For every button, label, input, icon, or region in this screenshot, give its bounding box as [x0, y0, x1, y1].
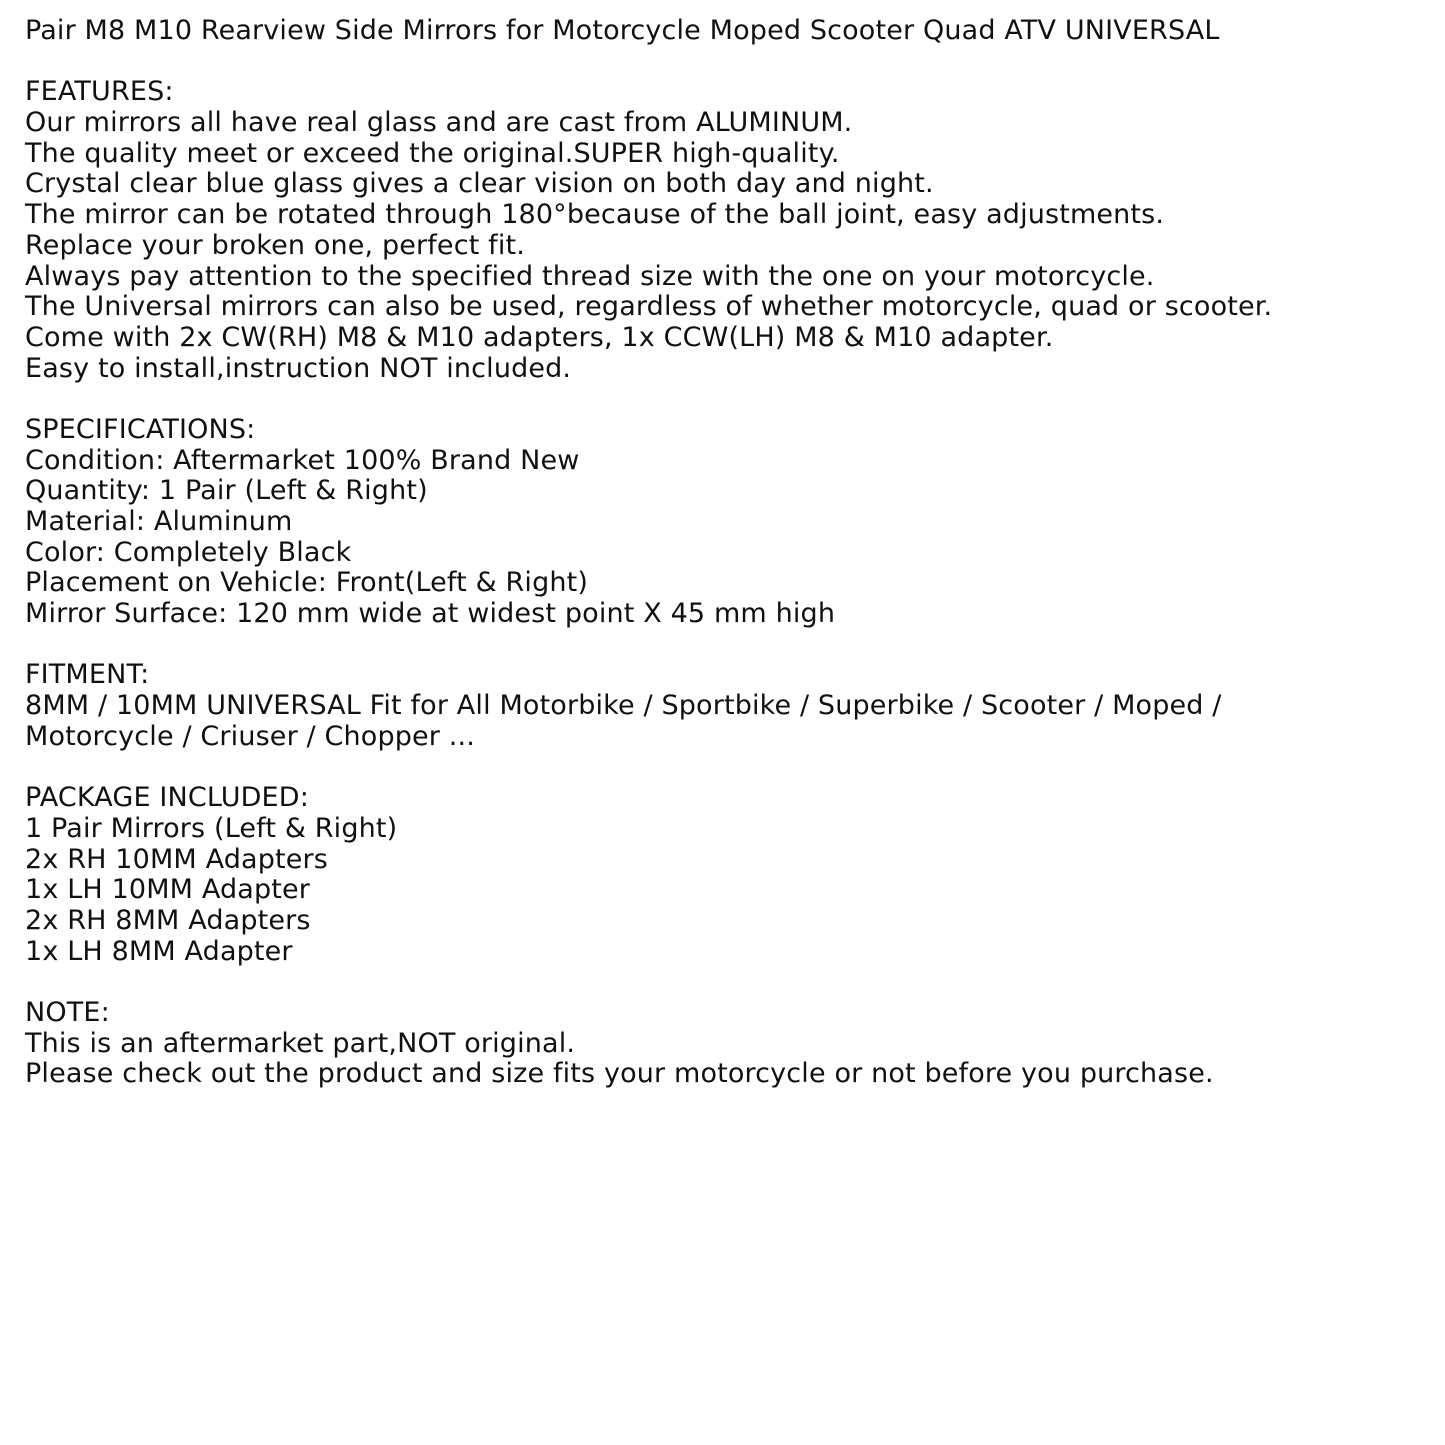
- package-heading: PACKAGE INCLUDED:: [25, 782, 309, 814]
- specifications-heading: SPECIFICATIONS:: [25, 413, 256, 445]
- features-heading: FEATURES:: [25, 76, 174, 108]
- spacer: [25, 47, 1425, 78]
- features-line: Our mirrors all have real glass and are cast from ALUMINUM.: [25, 107, 853, 139]
- package-line: 2x RH 10MM Adapters: [25, 843, 328, 875]
- package-line: 1x LH 10MM Adapter: [25, 874, 311, 906]
- fitment-line: 8MM / 10MM UNIVERSAL Fit for All Motorbike / Sportbike / Superbike / Scooter / Moped /: [25, 690, 1222, 722]
- package-line: 1x LH 8MM Adapter: [25, 935, 293, 967]
- product-description: [25, 16, 1425, 1090]
- product-title: Pair M8 M10 Rearview Side Mirrors for Motorcycle Moped Scooter Quad ATV UNIVERSAL: [25, 15, 1220, 46]
- features-line: Crystal clear blue glass gives a clear vision on both day and night.: [25, 168, 934, 200]
- note-heading: NOTE:: [25, 997, 110, 1028]
- spacer: [25, 967, 1425, 998]
- spacer: [25, 630, 1425, 661]
- specifications-line: Material: Aluminum: [25, 506, 293, 537]
- features-line: Replace your broken one, perfect fit.: [25, 229, 525, 261]
- note-line: Please check out the product and size fits your motorcycle or not before you purchase.: [25, 1058, 1214, 1090]
- features-line: The mirror can be rotated through 180°because of the ball joint, easy adjustments.: [25, 199, 1165, 231]
- specifications-line: Condition: Aftermarket 100% Brand New: [25, 444, 580, 476]
- features-line: Come with 2x CW(RH) M8 & M10 adapters, 1x CCW(LH) M8 & M10 adapter.: [25, 321, 1054, 353]
- features-line: The Universal mirrors can also be used, regardless of whether motorcycle, quad or scooter.: [25, 291, 1273, 323]
- features-line: Easy to install,instruction NOT included.: [25, 352, 572, 384]
- specifications-line: Color: Completely Black: [25, 536, 352, 568]
- features-line: The quality meet or exceed the original.SUPER high-quality.: [25, 137, 840, 169]
- package-line: 2x RH 8MM Adapters: [25, 904, 311, 936]
- fitment-line: Motorcycle / Criuser / Chopper ...: [25, 720, 475, 752]
- specifications-line: Mirror Surface: 120 mm wide at widest point X 45 mm high: [25, 598, 836, 630]
- fitment-heading: FITMENT:: [25, 659, 150, 691]
- spacer: [25, 753, 1425, 784]
- note-line: This is an aftermarket part,NOT original.: [25, 1027, 576, 1059]
- specifications-line: Quantity: 1 Pair (Left & Right): [25, 475, 428, 507]
- features-line: Always pay attention to the specified thread size with the one on your motorcycle.: [25, 260, 1155, 292]
- spacer: [25, 384, 1425, 415]
- specifications-line: Placement on Vehicle: Front(Left & Right): [25, 567, 589, 599]
- package-line: 1 Pair Mirrors (Left & Right): [25, 812, 398, 844]
